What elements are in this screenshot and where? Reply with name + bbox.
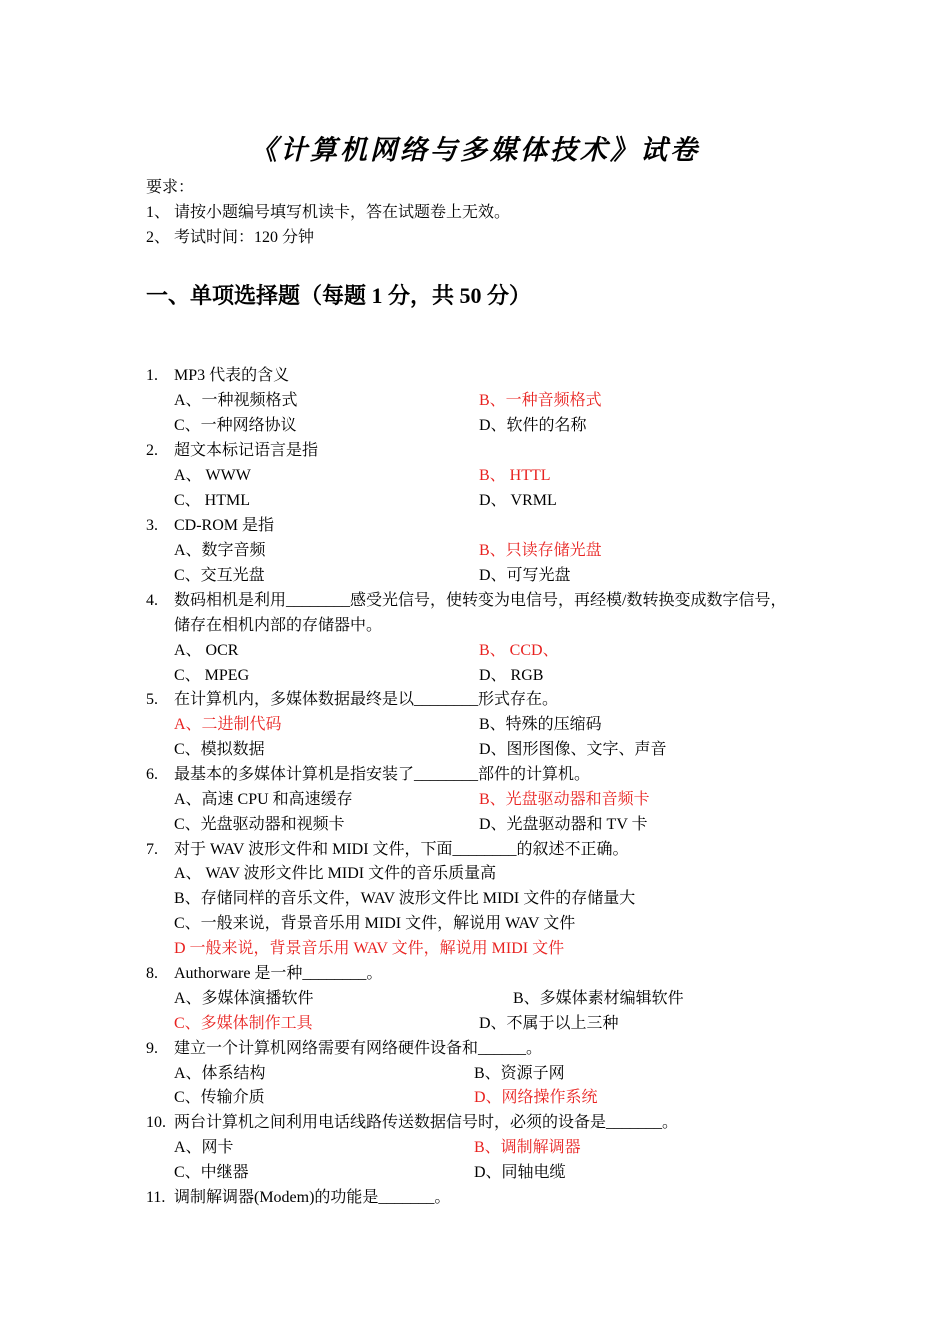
question-text: 数码相机是利用________感受光信号，使转变为电信号，再经模/数转换变成数字信号，	[174, 592, 787, 609]
question-number: 6.	[146, 766, 158, 783]
option-b: B、存储同样的音乐文件，WAV 波形文件比 MIDI 文件的存储量大	[174, 890, 636, 907]
option-b-answer: B、调制解调器	[474, 1139, 581, 1156]
question-text: 调制解调器(Modem)的功能是_______。	[174, 1189, 451, 1206]
option-d: D、软件的名称	[479, 417, 587, 434]
option-c: C、一种网络协议	[174, 417, 297, 434]
question-text: 在计算机内，多媒体数据最终是以________形式存在。	[174, 691, 559, 708]
option-b: B、资源子网	[474, 1065, 565, 1082]
option-b-answer: B、 CCD、	[479, 642, 559, 659]
option-d-answer: D 一般来说，背景音乐用 WAV 文件，解说用 MIDI 文件	[174, 940, 565, 957]
question-stem	[146, 366, 289, 386]
option-d: D、 RGB	[479, 667, 544, 684]
question-text: 两台计算机之间利用电话线路传送数据信号时，必须的设备是_______。	[174, 1114, 679, 1131]
question-stem	[146, 1113, 678, 1133]
option-c: C、 HTML	[174, 492, 251, 509]
section-heading: 一、单项选择题（每题 1 分，共 50 分）	[146, 283, 532, 308]
question-text: Authorware 是一种________。	[174, 965, 383, 982]
question-stem	[146, 591, 786, 611]
option-c: C、模拟数据	[174, 741, 265, 758]
option-b: B、特殊的压缩码	[479, 716, 602, 733]
option-a: A、 OCR	[174, 642, 239, 659]
option-a: A、 WWW	[174, 467, 251, 484]
option-a: A、网卡	[174, 1139, 234, 1156]
question-stem	[146, 1188, 450, 1208]
option-c: C、 MPEG	[174, 667, 250, 684]
option-b-answer: B、 HTTL	[479, 467, 551, 484]
option-b-answer: B、一种音频格式	[479, 392, 602, 409]
question-text: CD-ROM 是指	[174, 517, 275, 534]
question-number: 8.	[146, 965, 158, 982]
requirement-item: 1、 请按小题编号填写机读卡，答在试题卷上无效。	[146, 204, 511, 221]
option-b: B、多媒体素材编辑软件	[513, 990, 684, 1007]
question-text: 超文本标记语言是指	[174, 442, 319, 459]
question-number: 9.	[146, 1040, 158, 1057]
option-a-answer: A、二进制代码	[174, 716, 282, 733]
requirement-item: 2、 考试时间：120 分钟	[146, 229, 315, 246]
option-c: C、一般来说，背景音乐用 MIDI 文件，解说用 WAV 文件	[174, 915, 576, 932]
question-text-continued: 储存在相机内部的存储器中。	[174, 617, 383, 634]
option-a: A、多媒体演播软件	[174, 990, 314, 1007]
option-d: D、可写光盘	[479, 567, 571, 584]
option-c: C、交互光盘	[174, 567, 265, 584]
question-stem	[146, 690, 558, 710]
question-number: 5.	[146, 691, 158, 708]
question-number: 4.	[146, 592, 158, 609]
question-number: 1.	[146, 367, 158, 384]
question-stem	[146, 765, 590, 785]
question-number: 10.	[146, 1114, 166, 1131]
question-stem	[146, 964, 382, 984]
option-a: A、高速 CPU 和高速缓存	[174, 791, 353, 808]
question-number: 11.	[146, 1189, 166, 1206]
option-d: D、同轴电缆	[474, 1164, 566, 1181]
question-number: 3.	[146, 517, 158, 534]
question-text: 最基本的多媒体计算机是指安装了________部件的计算机。	[174, 766, 591, 783]
option-a: A、数字音频	[174, 542, 266, 559]
option-a: A、体系结构	[174, 1065, 266, 1082]
exam-title: 《计算机网络与多媒体技术》试卷	[250, 135, 700, 166]
option-b-answer: B、只读存储光盘	[479, 542, 602, 559]
question-number: 7.	[146, 841, 158, 858]
question-stem	[146, 441, 318, 461]
question-text: 对于 WAV 波形文件和 MIDI 文件，下面________的叙述不正确。	[174, 841, 629, 858]
requirements-heading: 要求：	[146, 179, 195, 196]
question-stem	[146, 516, 274, 536]
question-number: 2.	[146, 442, 158, 459]
question-stem	[146, 1039, 542, 1059]
option-b-answer: B、光盘驱动器和音频卡	[479, 791, 650, 808]
option-a: A、一种视频格式	[174, 392, 298, 409]
option-d: D、不属于以上三种	[479, 1015, 619, 1032]
option-c-answer: C、多媒体制作工具	[174, 1015, 313, 1032]
option-d: D、光盘驱动器和 TV 卡	[479, 816, 648, 833]
option-d: D、 VRML	[479, 492, 557, 509]
option-d-answer: D、网络操作系统	[474, 1089, 598, 1106]
option-d: D、图形图像、文字、声音	[479, 741, 667, 758]
question-text: MP3 代表的含义	[174, 367, 290, 384]
option-c: C、光盘驱动器和视频卡	[174, 816, 345, 833]
option-a: A、 WAV 波形文件比 MIDI 文件的音乐质量高	[174, 865, 497, 882]
question-stem	[146, 840, 629, 860]
option-c: C、中继器	[174, 1164, 249, 1181]
question-text: 建立一个计算机网络需要有网络硬件设备和______。	[174, 1040, 543, 1057]
option-c: C、传输介质	[174, 1089, 265, 1106]
